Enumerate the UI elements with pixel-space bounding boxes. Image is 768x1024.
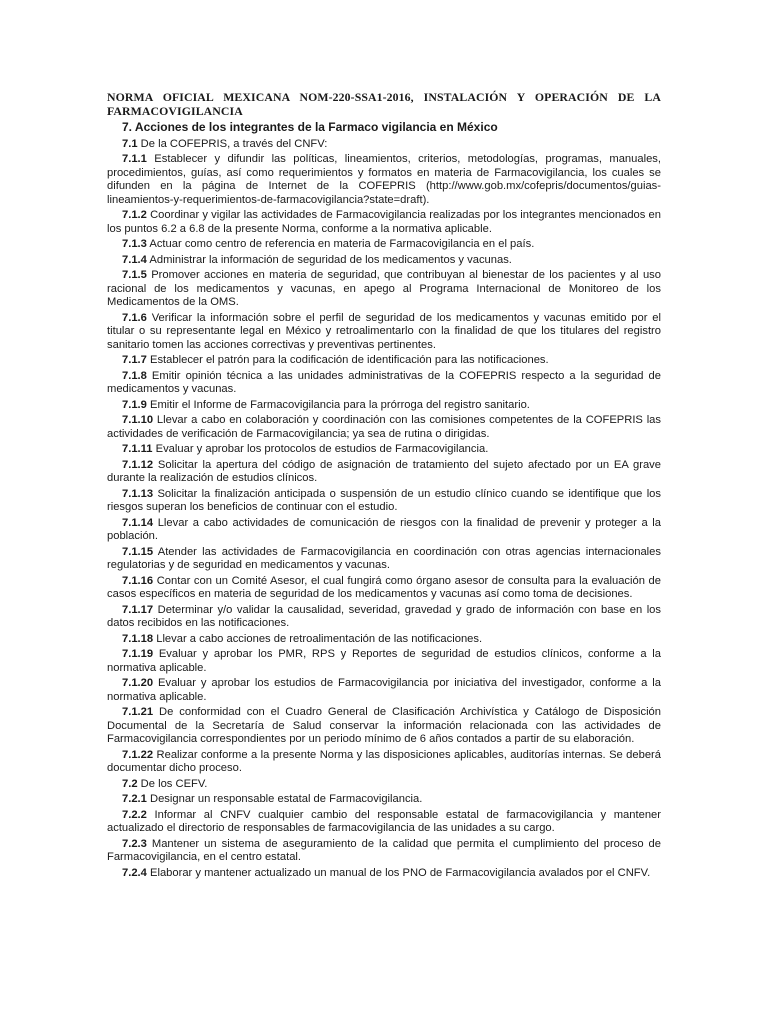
item-list <box>107 138 661 881</box>
item-text: Evaluar y aprobar los protocolos de estudios de Farmacovigilancia. <box>152 443 489 455</box>
item-text: Llevar a cabo actividades de comunicación de riesgos con la finalidad de prevenir y proteger a la población. <box>107 516 661 542</box>
item-number: 7.1.4 <box>122 253 147 266</box>
list-item <box>107 604 661 631</box>
item-text: Emitir el Informe de Farmacovigilancia para la prórroga del registro sanitario. <box>146 398 530 411</box>
list-item <box>107 459 661 486</box>
list-item <box>107 269 661 310</box>
item-number: 7.1.5 <box>122 269 147 281</box>
list-item <box>107 677 661 704</box>
item-text: Verificar la información sobre el perfil de seguridad de los medicamentos y vacunas emitido por el titular o su representante legal en México y retroalimentarlo con la finalidad de que los titulares del registro sanitario tomen las acciones correctivas y preventivas pertinentes. <box>107 311 661 351</box>
item-text: Llevar a cabo en colaboración y coordinación con las comisiones competentes de la COFEPRIS las actividades de verificación de Farmacovigilancia; ya sea de rutina o dirigidas. <box>107 414 661 440</box>
item-number: 7.1.17 <box>122 603 154 616</box>
item-text: Establecer el patrón para la codificación de identificación para las notificaciones. <box>146 354 549 366</box>
item-text: De la COFEPRIS, a través del CNFV: <box>137 137 328 150</box>
item-number: 7.1.2 <box>122 209 147 221</box>
item-text: Informar al CNFV cualquier cambio del responsable estatal de farmacovigilancia y mantener actualizado el directorio de responsables de farmacovigilancia de las unidades a su cargo. <box>107 808 661 834</box>
item-text: Llevar a cabo acciones de retroalimentación de las notificaciones. <box>153 632 483 645</box>
list-item <box>107 648 661 675</box>
item-number: 7.1.6 <box>122 311 147 324</box>
list-item <box>107 312 661 353</box>
document-page <box>107 90 661 882</box>
item-text: Determinar y/o validar la causalidad, severidad, gravedad y grado de información con base en los datos recibidos en las notificaciones. <box>107 603 661 629</box>
item-text: Designar un responsable estatal de Farmacovigilancia. <box>146 793 423 805</box>
item-text: Elaborar y mantener actualizado un manual de los PNO de Farmacovigilancia avalados por el CNFV. <box>146 866 651 879</box>
section-heading: 7. Acciones de los integrantes de la Farmaco vigilancia en México <box>122 120 498 134</box>
item-number: 7.1.1 <box>122 153 147 165</box>
item-text: Promover acciones en materia de seguridad, que contribuyan al bienestar de los pacientes y al uso racional de los medicamentos y vacunas, en apego al Programa Internacional de Monitoreo de los Medicamentos de la OMS. <box>107 269 661 308</box>
item-text: Mantener un sistema de aseguramiento de la calidad que permita el cumplimiento del proceso de Farmacovigilancia, en el centro estatal. <box>107 837 661 863</box>
item-number: 7.2.3 <box>122 837 147 850</box>
item-number: 7.1.14 <box>122 516 154 529</box>
list-item <box>107 706 661 747</box>
list-item <box>107 254 661 268</box>
item-text: Atender las actividades de Farmacovigilancia en coordinación con otras agencias internacionales regulatorias y de seguridad en medicamentos y vacunas. <box>107 545 661 571</box>
item-number: 7.1.9 <box>122 398 147 411</box>
item-number: 7.1.16 <box>122 574 154 587</box>
item-text: Realizar conforme a la presente Norma y las disposiciones aplicables, auditorías internas. Se deberá documentar dicho proceso. <box>107 748 661 774</box>
list-item <box>107 399 661 413</box>
item-number: 7.2.4 <box>122 866 147 879</box>
item-number: 7.2.1 <box>122 793 147 805</box>
list-item <box>107 153 661 207</box>
list-item <box>107 414 661 441</box>
item-text: Contar con un Comité Asesor, el cual fungirá como órgano asesor de consulta para la evaluación de casos específicos en materia de seguridad de los medicamentos y vacunas así como toma de decisiones. <box>107 574 661 600</box>
item-text: Evaluar y aprobar los PMR, RPS y Reportes de seguridad de estudios clínicos, conforme a la normativa aplicable. <box>107 648 661 674</box>
list-item <box>107 209 661 236</box>
list-item <box>107 354 661 368</box>
item-number: 7.1.11 <box>122 443 153 455</box>
item-number: 7.1.18 <box>122 632 154 645</box>
item-number: 7.1.8 <box>122 369 147 382</box>
item-number: 7.1.21 <box>122 706 154 718</box>
item-number: 7.2.2 <box>122 808 147 821</box>
list-item <box>107 809 661 836</box>
item-number: 7.1 <box>122 137 138 150</box>
list-item <box>107 633 661 647</box>
list-item <box>107 546 661 573</box>
item-number: 7.1.20 <box>122 677 154 689</box>
item-text: De conformidad con el Cuadro General de Clasificación Archivística y Catálogo de Disposición Documental de la Secretaría de Salud conservar la información relacionada con las actividades de Farmacovigilancia correspondientes por un periodo mínimo de 6 años contados a partir de su elaboración. <box>107 706 661 745</box>
list-item <box>107 138 661 152</box>
item-number: 7.1.3 <box>122 238 147 250</box>
item-number: 7.2 <box>122 777 138 790</box>
item-number: 7.1.12 <box>122 458 154 471</box>
item-text: Establecer y difundir las políticas, lineamientos, criterios, metodologías, programas, manuales, procedimientos, guías, así como requerimientos y formatos en materia de Farmacovigilancia, los cuales se difunden en la página de Internet de la COFEPRIS (http://www.gob.mx/cofepris/documentos/guias-lineamientos-y-requerimientos-de-farmacovigilancia?state=draft). <box>107 153 661 206</box>
document-title: NORMA OFICIAL MEXICANA NOM-220-SSA1-2016, INSTALACIÓN Y OPERACIÓN DE LA FARMACOVIGILANCIA <box>107 90 661 118</box>
list-item <box>107 517 661 544</box>
item-text: De los CEFV. <box>137 777 208 790</box>
list-item <box>107 488 661 515</box>
item-text: Evaluar y aprobar los estudios de Farmacovigilancia por iniciativa del investigador, conforme a la normativa aplicable. <box>107 677 661 703</box>
item-text: Solicitar la finalización anticipada o suspensión de un estudio clínico cuando se identifique que los riesgos superan los beneficios de continuar con el estudio. <box>107 487 661 513</box>
item-number: 7.1.19 <box>122 648 154 660</box>
item-text: Administrar la información de seguridad de los medicamentos y vacunas. <box>146 253 512 266</box>
list-item <box>107 838 661 865</box>
item-text: Emitir opinión técnica a las unidades administrativas de la COFEPRIS respecto a la seguridad de medicamentos y vacunas. <box>107 369 661 395</box>
item-number: 7.1.7 <box>122 354 147 366</box>
item-number: 7.1.10 <box>122 414 154 426</box>
list-item <box>107 575 661 602</box>
list-item <box>107 867 661 881</box>
list-item <box>107 238 661 252</box>
item-text: Solicitar la apertura del código de asignación de tratamiento del sujeto afectado por un EA grave durante la realización de estudios clínicos. <box>107 458 661 484</box>
list-item <box>107 749 661 776</box>
item-text: Coordinar y vigilar las actividades de Farmacovigilancia realizadas por los integrantes mencionados en los puntos 6.2 a 6.8 de la presente Norma, conforme a la normativa aplicable. <box>107 209 661 235</box>
item-number: 7.1.22 <box>122 748 154 761</box>
item-number: 7.1.13 <box>122 487 154 500</box>
list-item <box>107 443 661 457</box>
list-item <box>107 793 661 807</box>
list-item <box>107 370 661 397</box>
item-text: Actuar como centro de referencia en materia de Farmacovigilancia en el país. <box>146 238 535 250</box>
list-item <box>107 778 661 792</box>
item-number: 7.1.15 <box>122 545 154 558</box>
